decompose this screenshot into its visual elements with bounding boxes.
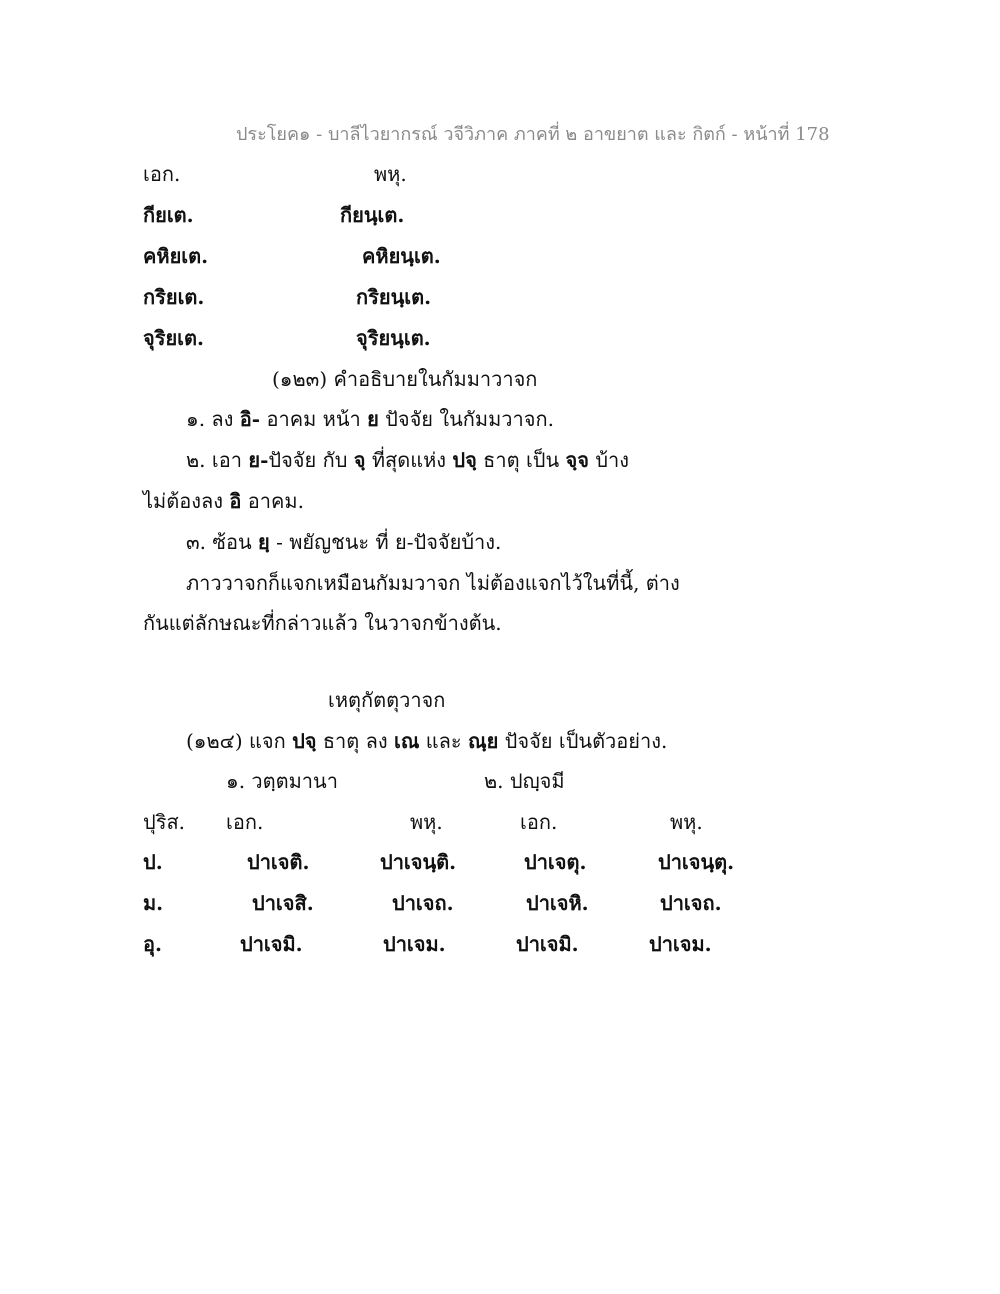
explanation-item-1 (186, 405, 554, 433)
column-header-singular: เอก. (226, 810, 264, 834)
bold-term: ปจฺ (452, 448, 477, 472)
table-cell: ปาเจติ. (247, 850, 310, 874)
text: - พยัญชนะ ที่ ย-ปัจจัยบ้าง. (269, 530, 502, 554)
explanation-item-3 (186, 528, 501, 556)
bold-term: เณ (394, 729, 420, 753)
text: ธาตุ ลง (316, 729, 395, 753)
table-cell: ปาเจม. (649, 932, 712, 956)
table-cell-singular: กียเต. (143, 203, 194, 227)
page-header: ประโยค๑ - บาลีไวยากรณ์ วจีวิภาค ภาคที่ ๒ อาขยาต และ กิตก์ - หน้าที่ 178 (236, 124, 830, 145)
text: ๑. ลง (186, 407, 240, 431)
bold-term: ณฺย (468, 729, 499, 753)
table-cell: ปาเจมิ. (516, 932, 579, 956)
text: ปัจจัย กับ (268, 448, 354, 472)
table-cell-plural: กียนฺเต. (340, 203, 405, 227)
column-header-singular: เอก. (520, 810, 558, 834)
table-cell: ปาเจถ. (392, 891, 454, 915)
text: ไม่ต้องลง (143, 489, 230, 513)
tense-heading-imperative: ๒. ปญฺจมี (484, 769, 565, 793)
table-cell: ปาเจหิ. (526, 891, 589, 915)
column-header-person: ปุริส. (143, 810, 186, 834)
bold-term: อิ- (239, 407, 261, 431)
table-cell: ปาเจถ. (660, 891, 722, 915)
table-cell: ปาเจม. (383, 932, 446, 956)
table-cell-singular: คหิยเต. (143, 244, 209, 268)
explanation-item-2-continued (143, 487, 304, 515)
bold-term: ยฺ (258, 530, 270, 554)
text: ๒. เอา (186, 448, 249, 472)
column-header-plural: พหุ. (410, 810, 443, 834)
table-cell: ปาเจนฺตุ. (658, 850, 735, 874)
text: ๓. ซ้อน (186, 530, 259, 554)
section-title: เหตุกัตตุวาจก (328, 688, 446, 712)
column-header-singular: เอก. (143, 162, 181, 186)
text: (๑๒๔) แจก (186, 729, 293, 753)
table-cell-plural: กริยนฺเต. (356, 285, 432, 309)
text: ปัจจัย ในกัมมวาจก. (378, 407, 554, 431)
table-cell: ปาเจตุ. (524, 850, 587, 874)
paragraph-line: กันแต่ลักษณะที่กล่าวแล้ว ในวาจกข้างต้น. (143, 611, 502, 635)
table-cell: ปาเจนฺติ. (380, 850, 457, 874)
table-cell-person: ป. (143, 850, 163, 874)
paragraph-line: ภาววาจกก็แจกเหมือนกัมมวาจก ไม่ต้องแจกไว้ในที่นี้, ต่าง (186, 571, 680, 595)
table-cell-person: อุ. (143, 932, 162, 956)
section-intro (186, 727, 667, 755)
column-header-plural: พหุ. (374, 162, 407, 186)
bold-term: ย- (248, 448, 269, 472)
text: ธาตุ เป็น (476, 448, 566, 472)
table-cell: ปาเจสิ. (252, 891, 314, 915)
table-cell-person: ม. (143, 891, 164, 915)
text: ที่สุดแห่ง (365, 448, 453, 472)
table-cell-plural: จุริยนฺเต. (356, 326, 431, 350)
bold-term: ปจฺ (292, 729, 317, 753)
column-header-plural: พหุ. (670, 810, 703, 834)
text: และ (419, 729, 469, 753)
section-heading: (๑๒๓) คำอธิบายในกัมมาวาจก (272, 367, 538, 391)
tense-heading-present: ๑. วตฺตมานา (226, 769, 338, 793)
explanation-item-2 (186, 446, 629, 474)
table-cell-plural: คหิยนฺเต. (362, 244, 441, 268)
table-cell-singular: จุริยเต. (143, 326, 204, 350)
text: ปัจจัย เป็นตัวอย่าง. (498, 729, 668, 753)
text: อาคม. (241, 489, 304, 513)
text: บ้าง (588, 448, 630, 472)
text: อาคม หน้า (260, 407, 368, 431)
bold-term: จฺ (353, 448, 366, 472)
bold-term: ย (367, 407, 379, 431)
bold-term: จฺจ (565, 448, 589, 472)
table-cell-singular: กริยเต. (143, 285, 205, 309)
bold-term: อิ (229, 489, 242, 513)
table-cell: ปาเจมิ. (240, 932, 303, 956)
